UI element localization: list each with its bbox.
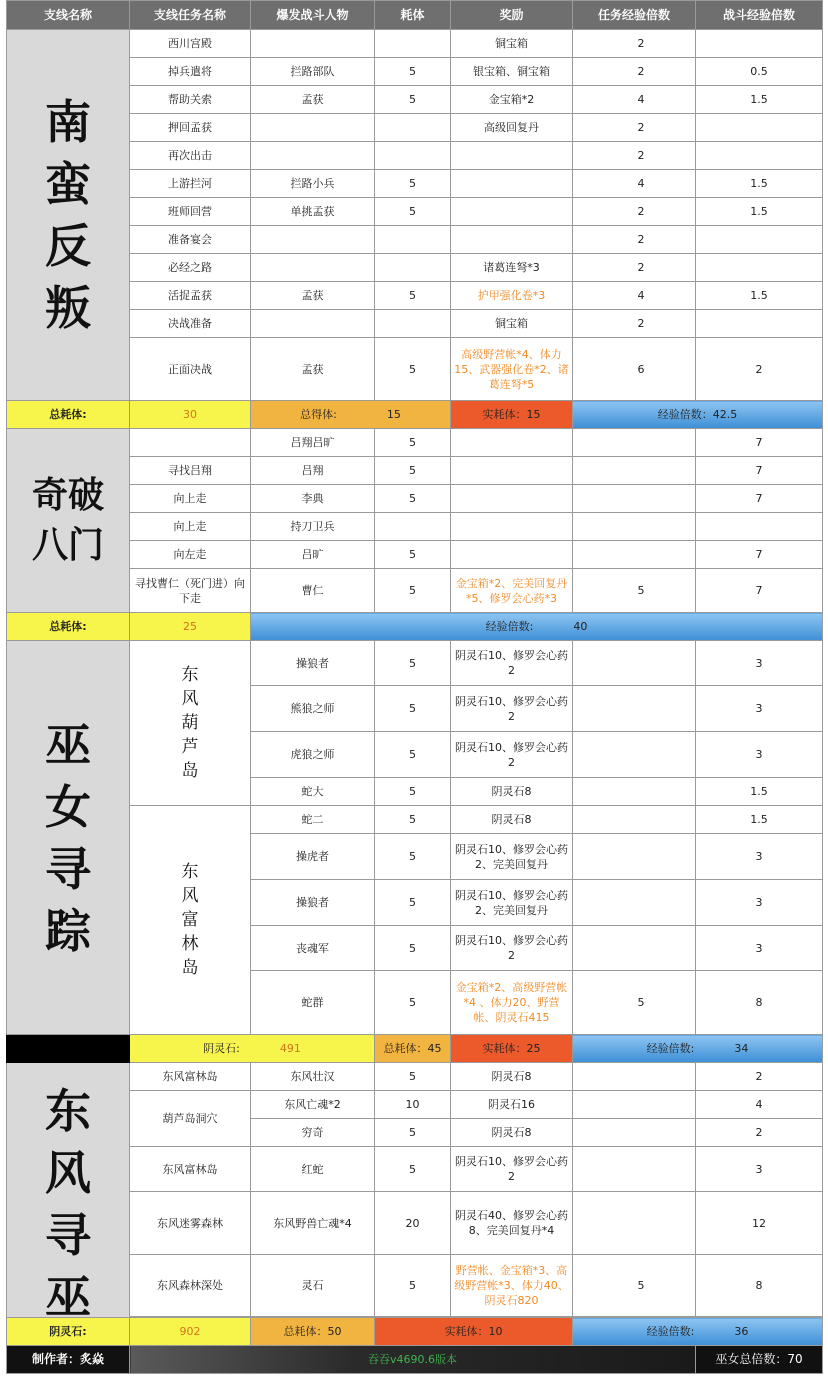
col-header-reward: 奖励 (451, 1, 573, 30)
table-row: 向左走 吕旷 5 7 (7, 541, 823, 569)
table-row: 熊狼之师 5 阴灵石10、修罗会心药2 3 (7, 686, 823, 732)
table-row: 丧魂军 5 阴灵石10、修罗会心药2 3 (7, 926, 823, 971)
col-header-quest-exp: 任务经验倍数 (573, 1, 696, 30)
summary-row: 总耗体: 25 经验倍数: 40 (7, 613, 823, 641)
table-row: 虎狼之师 5 阴灵石10、修罗会心药2 3 (7, 732, 823, 778)
branch-name-dongfeng: 东风寻巫 (7, 1063, 130, 1345)
location-fulindao: 东风富林岛 (130, 806, 251, 1035)
table-row: 准备宴会 2 (7, 226, 823, 254)
branch-name-bamen: 奇破八门 (7, 429, 130, 613)
table-row: 帮助关索 孟获 5 金宝箱*2 4 1.5 (7, 86, 823, 114)
table-row: 再次出击 2 (7, 142, 823, 170)
table-row: 蛇大 5 阴灵石8 1.5 (7, 778, 823, 806)
branch-name-wunv: 巫女寻踪 (7, 641, 130, 1035)
col-header-battle-exp: 战斗经验倍数 (696, 1, 823, 30)
header-row (7, 1, 823, 30)
table-row: 决战准备 铜宝箱 2 (7, 310, 823, 338)
table-row: 向上走 李典 5 7 (7, 485, 823, 513)
table-row: 寻找曹仁（死门进）向下走 曹仁 5 金宝箱*2、完美回复丹*5、修罗会心药*3 5 7 (7, 569, 823, 613)
table-row: 东风迷雾森林 东风野兽亡魂*4 20 阴灵石40、修罗会心药8、完美回复丹*4 12 (7, 1192, 823, 1255)
table-row: 正面决战 孟获 5 高级野营帐*4、体力15、武器强化卷*2、诸葛连弩*5 6 2 (7, 338, 823, 401)
guide-sheet (6, 0, 822, 1376)
table-row: 穷奇 5 阴灵石8 2 (7, 1119, 823, 1147)
table-row: 南蛮反叛 西川宫殿 铜宝箱 2 (7, 30, 823, 58)
col-header-enemy: 爆发战斗人物 (251, 1, 375, 30)
summary-row: 总耗体: 30 总得体: 15 实耗体：15 经验倍数：42.5 (7, 401, 823, 429)
table-row: 东风富林岛 红蛇 5 阴灵石10、修罗会心药2 3 (7, 1147, 823, 1192)
version-label: 吞吞v4690.6版本 (130, 1346, 696, 1374)
summary-row: 阴灵石: 902 总耗体：50 实耗体：10 经验倍数: 36 (7, 1318, 823, 1346)
table-row: 掉兵遣将 拦路部队 5 银宝箱、铜宝箱 2 0.5 (7, 58, 823, 86)
table-row: 葫芦岛洞穴 东风亡魂*2 10 阴灵石16 4 (7, 1091, 823, 1119)
col-header-stamina: 耗体 (375, 1, 451, 30)
author-credit: 制作者：炙焱 (7, 1346, 130, 1374)
col-header-branch: 支线名称 (7, 1, 130, 30)
table-row: 东风富林岛 蛇二 5 阴灵石8 1.5 (7, 806, 823, 834)
branch-name-nanman: 南蛮反叛 (7, 30, 130, 401)
col-header-quest: 支线任务名称 (130, 1, 251, 30)
table-row: 向上走 持刀卫兵 (7, 513, 823, 541)
table-row: 操虎者 5 阴灵石10、修罗会心药2、完美回复丹 3 (7, 834, 823, 880)
table-row: 奇破八门 吕翔吕旷 5 7 (7, 429, 823, 457)
section4-summary-table (6, 1317, 823, 1374)
location-huludao: 东风葫芦岛 (130, 641, 251, 806)
table-row: 必经之路 诸葛连弩*3 2 (7, 254, 823, 282)
summary-row: 阴灵石: 491 总耗体：45 实耗体：25 经验倍数: 34 (7, 1035, 823, 1063)
total-multiplier: 巫女总倍数：70 (696, 1346, 823, 1374)
footer-row (7, 1346, 823, 1374)
table-row: 蛇群 5 金宝箱*2、高级野营帐*4 、体力20、野营帐、阴灵石415 5 8 (7, 971, 823, 1035)
table-row: 巫女寻踪 东风葫芦岛 操狼者 5 阴灵石10、修罗会心药2 3 (7, 641, 823, 686)
table-row: 押回孟获 高级回复丹 2 (7, 114, 823, 142)
table-row: 操狼者 5 阴灵石10、修罗会心药2、完美回复丹 3 (7, 880, 823, 926)
table-row: 东风寻巫 东风富林岛 东风壮汉 5 阴灵石8 2 (7, 1063, 823, 1091)
table-row: 班师回营 单挑孟获 5 2 1.5 (7, 198, 823, 226)
table-row: 上游拦河 拦路小兵 5 4 1.5 (7, 170, 823, 198)
table-row: 活捉孟获 孟获 5 护甲强化卷*3 4 1.5 (7, 282, 823, 310)
quest-table (6, 0, 823, 1345)
table-row: 东风森林深处 灵石 5 野营帐、金宝箱*3、高级野营帐*3、体力40、阴灵石820 5 8 (7, 1255, 823, 1317)
table-row: 寻找吕翔 吕翔 5 7 (7, 457, 823, 485)
